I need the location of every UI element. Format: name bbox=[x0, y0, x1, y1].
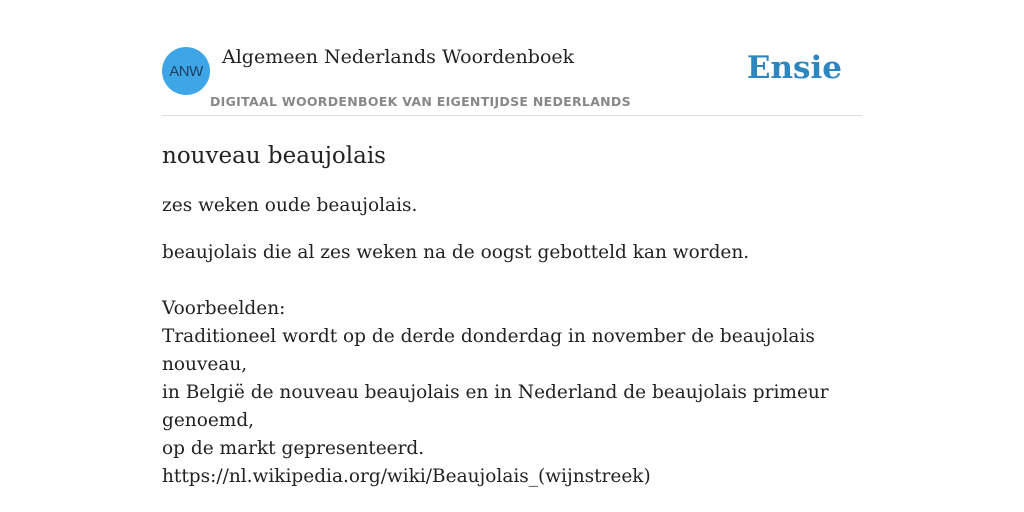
anw-logo[interactable] bbox=[162, 47, 210, 95]
source-url: https://nl.wikipedia.org/wiki/Beaujolais_(wijnstreek) bbox=[162, 466, 651, 487]
long-definition: beaujolais die al zes weken na de oogst gebotteld kan worden. bbox=[162, 242, 750, 263]
examples-block bbox=[162, 295, 862, 491]
site-subtitle: DIGITAAL WOORDENBOEK VAN EIGENTIJDSE NEDERLANDS bbox=[210, 94, 631, 109]
ensie-brand-link[interactable]: Ensie bbox=[746, 50, 842, 86]
examples-label: Voorbeelden: bbox=[162, 298, 286, 319]
short-definition: zes weken oude beaujolais. bbox=[162, 195, 418, 216]
logo-text: ANW bbox=[169, 62, 203, 80]
site-title[interactable]: Algemeen Nederlands Woordenboek bbox=[222, 46, 575, 68]
example-line: in België de nouveau beaujolais en in Nederland de beaujolais primeur genoemd, bbox=[162, 382, 829, 431]
entry-content bbox=[162, 142, 862, 491]
main-container bbox=[162, 0, 862, 491]
example-line: Traditioneel wordt op de derde donderdag in november de beaujolais nouveau, bbox=[162, 326, 815, 375]
site-header bbox=[162, 0, 862, 116]
entry-term: nouveau beaujolais bbox=[162, 143, 386, 169]
example-line: op de markt gepresenteerd. bbox=[162, 438, 425, 459]
